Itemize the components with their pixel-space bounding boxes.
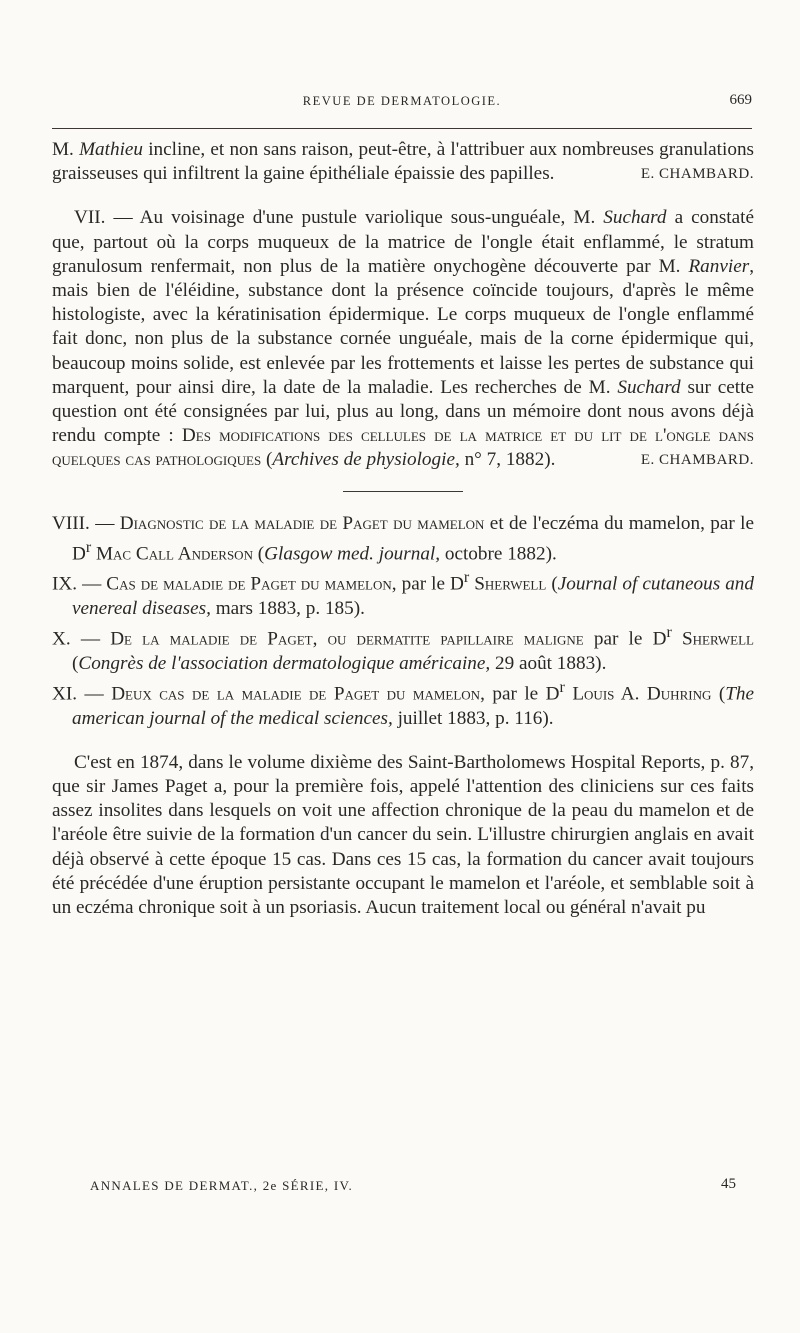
superscript: r: [559, 679, 565, 697]
running-title: REVUE DE DERMATOLOGIE.: [302, 94, 502, 108]
text-run: (: [252, 543, 265, 565]
text-run: [672, 629, 682, 650]
article-title: Cas de maladie de Paget du mamelon,: [106, 573, 397, 595]
paragraph-gap: [52, 186, 754, 206]
text-run: M.: [52, 139, 80, 160]
journal-name: Congrès de l'association dermatologique américaine,: [78, 652, 491, 674]
author-name: Suchard: [617, 376, 681, 398]
ref-number: VIII. —: [52, 512, 120, 534]
paragraph-mathieu: [52, 138, 754, 186]
article-title: De la maladie de Paget, ou dermatite papillaire maligne: [110, 628, 584, 650]
superscript: r: [666, 624, 672, 642]
reference-item: [52, 512, 754, 567]
text-run: par le D: [583, 628, 667, 650]
text-run: par le D: [484, 683, 560, 705]
reference-item: [52, 621, 754, 676]
paragraph-vii: [52, 206, 754, 472]
journal-name: Journal of cutaneous and venereal diseases,: [72, 573, 754, 620]
text-run: juillet 1883, p. 116).: [392, 707, 554, 729]
paragraph-paget: C'est en 1874, dans le volume dixième des Saint-Bartholomews Hospital Reports, p. 87, que sir James Paget a, pour la première fois, appelé l'attention des cliniciens sur ces faits assez insolites dans lesquels on voit une affection chronique de la peau du mamelon et de l'aréole être suivie de la formation d'un cancer du sein. L'illustre chirurgien anglais en avait déjà observé à cette époque 15 cas. Dans ces 15 cas, la formation du cancer avait toujours été précédée d'une éruption persistante occupant le mamelon et l'aréole, et semblable soit à un eczéma chronique soit à un psoriasis. Aucun traitement local ou général n'avait pu: [52, 751, 754, 919]
text-run: et de l'eczéma du mamelon, par le D: [72, 512, 754, 565]
text-run: (: [72, 652, 79, 674]
text-run: incline, et non sans raison, peut-être, à l'attribuer aux nombreuses granulations graisseuses qui infiltrent la gaine épithéliale épaissie des papilles.: [52, 139, 755, 185]
signature-number: 45: [721, 1176, 736, 1192]
author-name: Sherwell: [474, 573, 547, 595]
signature: E. CHAMBARD.: [640, 166, 754, 183]
text-run: n° 7, 1882).: [459, 449, 556, 471]
text-run: (: [261, 449, 273, 471]
text-run: sur cette question ont été consignées par lui, plus au long, dans un mémoire dont nous avons déjà rendu compte :: [52, 376, 754, 447]
signature: E. CHAMBARD.: [640, 452, 754, 469]
text-run: 29 août 1883).: [490, 652, 607, 674]
page-number: 669: [729, 92, 752, 108]
author-name: Mathieu: [79, 139, 144, 160]
ref-number: IX. —: [52, 573, 107, 595]
text-run: mars 1883, p. 185).: [210, 598, 365, 620]
article-title: Des modifications des cellules de la matrice et du lit de l'ongle dans quelques cas pathologiques: [52, 425, 754, 471]
article-title: Deux cas de la maladie de Paget du mamelon,: [111, 683, 485, 705]
author-name: Sherwell: [681, 628, 754, 650]
text-run: (: [711, 683, 726, 705]
text-run: a constaté que, partout où la corps muqueux de la matrice de l'ongle était enflammé, le stratum granulosum renfermait, non plus de la matière onychogène découverte par M.: [52, 207, 754, 277]
text-run: , mais bien de l'éléidine, substance dont la présence coïncide toujours, d'après le même histologiste, avec la kératinisation épidermique. Le corps muqueux de l'ongle enflammé fait donc, non plus de la substance cornée unguéale, mais de la corne épidermique qui, beaucoup moins solide, est enlevée par les frottements et laisse les pertes de substance qui marquent, pour ainsi dire, la date de la maladie. Les recherches de M.: [52, 255, 754, 398]
ref-number: XI. —: [52, 683, 112, 705]
superscript: r: [463, 569, 470, 587]
author-name: Ranvier: [688, 255, 750, 277]
text-run: VII. — Au voisinage d'une pustule variolique sous-unguéale, M.: [74, 207, 604, 229]
reference-item: [52, 566, 754, 621]
article-title: Diagnostic de la maladie de Paget du mamelon: [119, 512, 485, 534]
superscript: r: [85, 538, 92, 556]
author-name: Suchard: [603, 207, 667, 229]
header-rule: [52, 128, 752, 129]
author-name: Louis A. Duhring: [572, 683, 712, 705]
page-body: [52, 138, 754, 920]
text-run: par le D: [396, 573, 464, 595]
page-footer: [90, 1176, 736, 1198]
reference-item: [52, 676, 754, 731]
text-run: (: [546, 573, 558, 595]
paragraph-gap: [52, 731, 754, 751]
text-run: octobre 1882).: [440, 543, 557, 565]
section-divider: [343, 491, 463, 492]
journal-name: Archives de physiologie,: [272, 449, 460, 471]
journal-name: Glasgow med. journal,: [264, 543, 441, 565]
journal-name: The american journal of the medical sciences,: [72, 683, 754, 729]
ref-number: X. —: [52, 628, 111, 650]
page-header: [52, 92, 752, 114]
signature-mark: ANNALES DE DERMAT., 2e SÉRIE, IV.: [90, 1178, 354, 1193]
author-name: Mac Call Anderson: [95, 543, 253, 565]
